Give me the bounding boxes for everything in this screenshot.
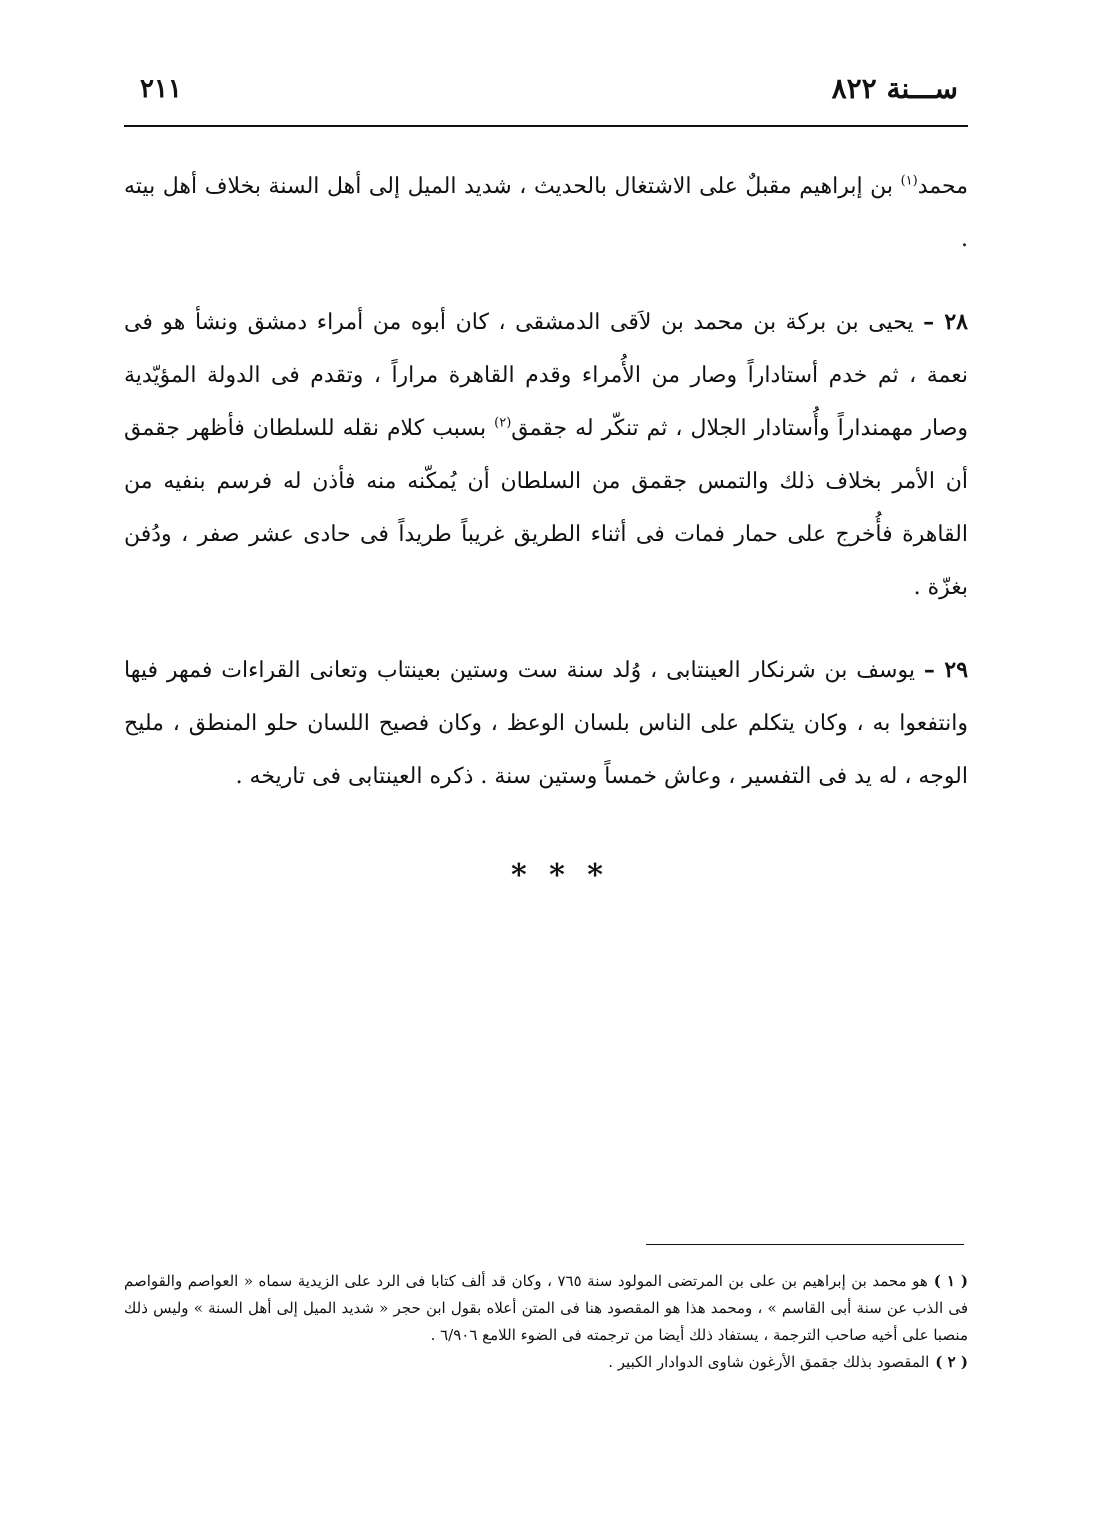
footnote-ref-1: (١)	[900, 173, 918, 189]
footnote-2	[124, 1349, 968, 1376]
main-text	[124, 160, 968, 803]
footnote-2-marker: ( ٢ )	[935, 1353, 968, 1371]
p1-after-note: بن إبراهيم مقبلٌ على الاشتغال بالحديث ، شديد الميل إلى أهل السنة بخلاف أهل بيته .	[124, 174, 968, 252]
entry-29-number: ٢٩ –	[923, 657, 969, 683]
footnote-1-marker: ( ١ )	[933, 1272, 969, 1290]
p1-before-note: محمد	[917, 174, 968, 199]
footnote-2-text: المقصود بذلك جقمق الأرغون شاوى الدوادار الكبير .	[608, 1353, 930, 1371]
entry-28-number: ٢٨ –	[923, 309, 968, 335]
footnote-ref-2: (٢)	[494, 415, 512, 431]
running-head: ســـنة ٨٢٢	[831, 72, 958, 105]
entry-29-text: يوسف بن شرنكار العينتابى ، وُلد سنة ست وستين بعينتاب وتعانى القراءات فمهر فيها وانتفعوا به ، وكان يتكلم على الناس بلسان الوعظ ، وكان فصيح اللسان حلو المنطق ، مليح الوجه ، له يد فى التفسير ، وعاش خمساً وستين سنة . ذكره العينتابى فى تاريخه .	[124, 658, 968, 789]
entry-28-text-b: بسبب كلام نقله للسلطان فأظهر جقمق أن الأمر بخلاف ذلك والتمس جقمق من السلطان أن يُمكّنه منه فأذن له فرسم بنفيه من القاهرة فأُخرج على حمار فمات فى أثناء الطريق غريباً طريداً فى حادى عشر صفر ، ودُفن بغزّة .	[124, 416, 968, 600]
footnote-1	[124, 1268, 968, 1349]
page-number: ٢١١	[140, 74, 182, 104]
footnote-1-text: هو محمد بن إبراهيم بن على بن المرتضى المولود سنة ٧٦٥ ، وكان قد ألف كتابا فى الرد على الزيدية سماه « العواصم والقواصم فى الذب عن سنة أبى القاسم » ، ومحمد هذا هو المقصود هنا فى المتن أعلاه بقول ابن حجر « شديد الميل إلى أهل السنة » وليس ذلك منصبا على أخيه صاحب الترجمة ، يستفاد ذلك أيضا من ترجمته فى الضوء اللامع ٦/٩٠٦ .	[124, 1272, 968, 1344]
footnotes	[124, 1268, 968, 1376]
entry-28	[124, 296, 968, 614]
footnote-rule	[646, 1244, 964, 1245]
paragraph-muhammad	[124, 160, 968, 266]
section-separator: * * *	[511, 858, 609, 893]
header-rule	[124, 125, 968, 127]
entry-29	[124, 644, 968, 803]
entry-28-text-a: يحيى بن بركة بن محمد بن لاَقى الدمشقى ، كان أبوه من أمراء دمشق ونشأ هو فى نعمة ، ثم خدم أستاداراً وصار من الأُمراء وقدم القاهرة مراراً ، وتقدم فى الدولة المؤيّدية وصار مهمنداراً وأُستادار الجلال ، ثم تنكّر له جقمق	[124, 310, 968, 441]
